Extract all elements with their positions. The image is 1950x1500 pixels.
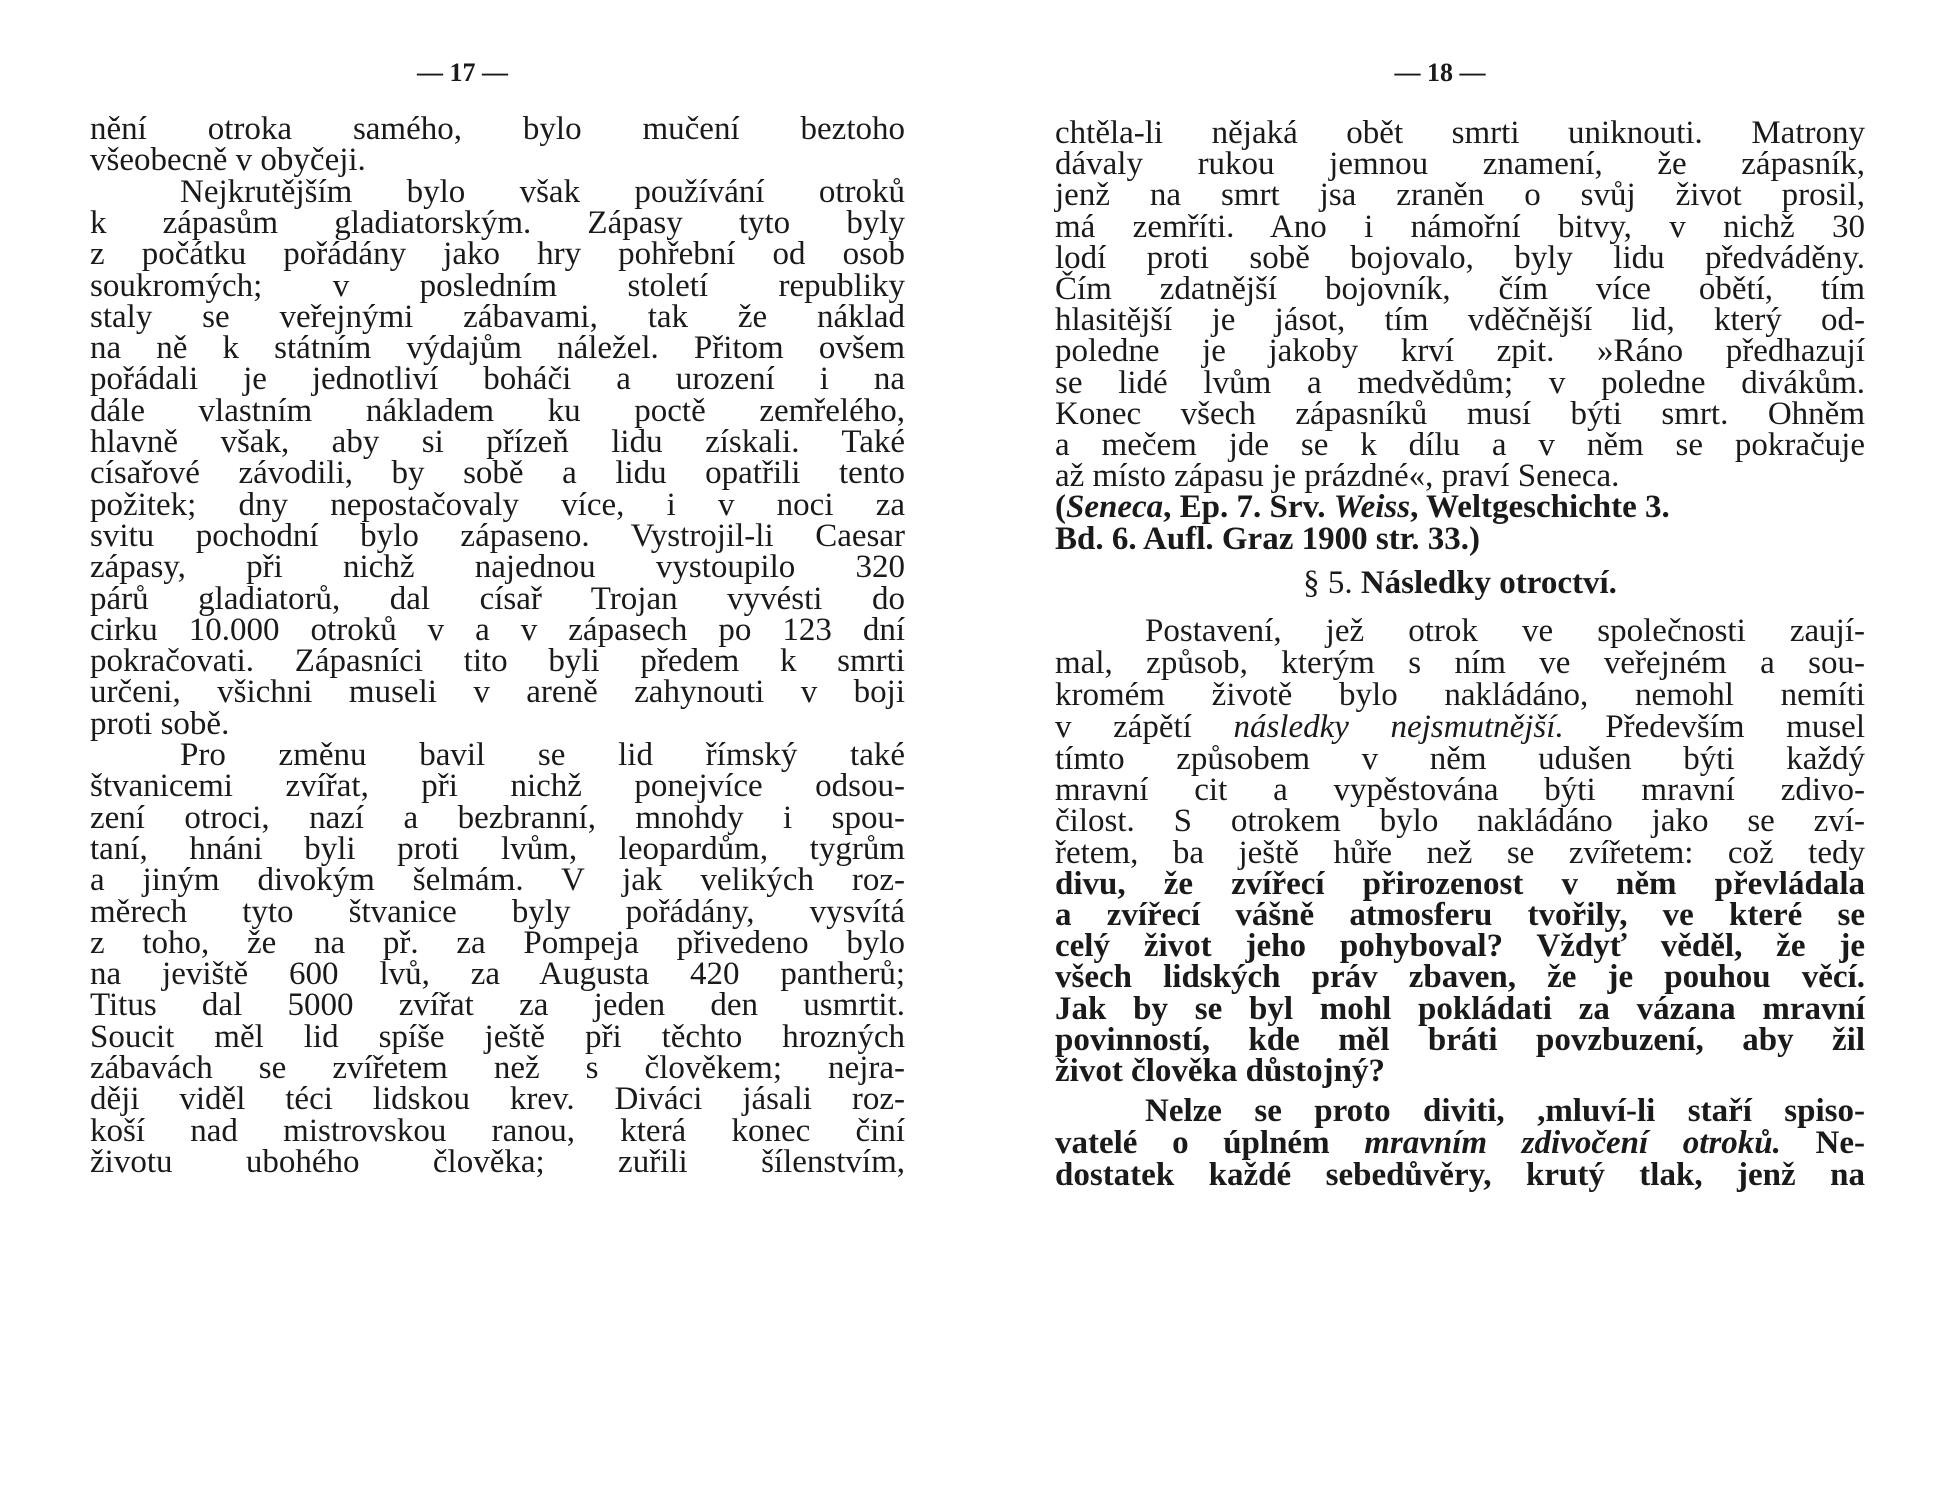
paragraph-line: Postavení, jež otrok ve společnosti zaují-: [1145, 613, 1865, 649]
text-line: svitu pochodní bylo zápaseno. Vystrojil-li Caesar: [90, 517, 905, 554]
paragraph-line: mal, způsob, kterým s ním ve veřejném a sou-: [1055, 645, 1865, 681]
text-line: všeobecně v obyčeji.: [90, 142, 366, 179]
text-line: koší nad mistrovskou ranou, která konec činí: [90, 1112, 905, 1149]
text-line: z počátku pořádány jako hry pohřební od osob: [90, 236, 905, 273]
text-line: k zápasům gladiatorským. Zápasy tyto byly: [90, 204, 905, 241]
text-line: má zemříti. Ano i námořní bitvy, v nichž 30: [1055, 208, 1865, 245]
text-line: lodí proti sobě bojovalo, byly lidu předváděny.: [1055, 239, 1865, 276]
text-line: poledne je jakoby krví zpit. »Ráno předhazují: [1055, 333, 1865, 370]
text-line: životu ubohého člověka; zuřili šílenstvím,: [90, 1143, 905, 1180]
page-number: — 17 —: [417, 58, 508, 87]
paragraph-line: kromém životě bylo nakládáno, nemohl nemíti: [1055, 677, 1865, 713]
text-line: staly se veřejnými zábavami, tak že náklad: [90, 298, 905, 335]
citation-author: Seneca: [1066, 489, 1164, 525]
text-line: celý život jeho pohyboval? Vždyť věděl, že je: [1055, 928, 1865, 965]
text-line: ději viděl téci lidskou krev. Diváci jásali roz-: [90, 1081, 905, 1118]
text-line: chtěla-li nějaká obět smrti uniknouti. Matrony: [1055, 115, 1865, 151]
text-line: pořádali je jednotliví boháči a urození i na: [90, 361, 905, 398]
text-line: a mečem jde se k dílu a v něm se pokračuje: [1055, 427, 1865, 463]
text-line: z toho, že na př. za Pompeja přivedeno bylo: [90, 924, 905, 961]
text-line: všech lidských práv zbaven, že je pouhou věcí.: [1055, 959, 1865, 996]
text-line: taní, hnáni byli proti lvům, leopardům, tygrům: [90, 830, 905, 867]
citation-line-2: Bd. 6. Aufl. Graz 1900 str. 33.): [1055, 521, 1481, 557]
paragraph-line: dostatek každé sebedůvěry, krutý tlak, jenž na: [1055, 1157, 1865, 1193]
text-line: Soucit měl lid spíše ještě při těchto hrozných: [90, 1018, 905, 1055]
text-line: až místo zápasu je prázdné«, praví Seneca.: [1055, 458, 1620, 495]
text-line: cirku 10.000 otroků v a v zápasech po 123 dní: [90, 611, 905, 648]
text-line: na jeviště 600 lvů, za Augusta 420 pantherů;: [90, 956, 905, 993]
paragraph-line: vatelé o úplném mravním zdivočení otroků. Ne-: [1055, 1125, 1866, 1161]
text-line: Čím zdatnější bojovník, čím více obětí, tím: [1055, 271, 1865, 307]
text-line: hlavně však, aby si přízeň lidu získali. Také: [90, 424, 905, 460]
citation-line-1: (Seneca, Ep. 7. Srv. Weiss, Weltgeschichte 3.: [1055, 489, 1670, 525]
text-line: určeni, všichni museli v areně zahynouti v boji: [90, 674, 905, 711]
text-line: na ně k státním výdajům náležel. Přitom ovšem: [90, 330, 905, 367]
text-line: a zvířecí vášně atmosferu tvořily, ve které se: [1055, 897, 1865, 933]
emphasis: mravním zdivočení otroků.: [1364, 1125, 1781, 1161]
text-line: a jiným divokým šelmám. V jak velikých roz-: [90, 862, 905, 899]
text-line: Nejkrutějším bylo však používání otroků: [180, 173, 905, 210]
section-number: § 5.: [1303, 565, 1353, 601]
text-line: se lidé lvům a medvědům; v poledne divákům.: [1055, 364, 1865, 401]
text-line: štvanicemi zvířat, při nichž ponejvíce odsou-: [90, 768, 905, 805]
text-line: řetem, ba ještě hůře než se zvířetem: což tedy: [1055, 834, 1865, 871]
paragraph-line: Nelze se proto diviti, ,mluví-li staří spiso-: [1145, 1093, 1865, 1129]
text-line: tímto způsobem v něm udušen býti každý: [1055, 741, 1865, 777]
text-line: párů gladiatorů, dal císař Trojan vyvésti do: [90, 580, 905, 617]
text-line: Konec všech zápasníků musí býti smrt. Ohněm: [1055, 395, 1865, 432]
text-line: hlasitější je jásot, tím vděčnější lid, který od-: [1055, 302, 1865, 339]
text-line: povinností, kde měl bráti povzbuzení, aby žil: [1055, 1021, 1865, 1058]
text-line: proti sobě.: [90, 705, 230, 742]
emphasis: následky nejsmutnější.: [1233, 709, 1564, 745]
text-line: čilost. S otrokem bylo nakládáno jako se zví-: [1055, 803, 1865, 840]
text-line: císařové závodili, by sobě a lidu opatřili tento: [90, 455, 905, 492]
text-line: mravní cit a vypěstována býti mravní zdivo-: [1055, 772, 1865, 809]
text-line: nění otroka samého, bylo mučení beztoho: [90, 111, 905, 147]
text-line: zábavách se zvířetem než s člověkem; nejra-: [90, 1050, 905, 1086]
text-line: Titus dal 5000 zvířat za jeden den usmrtit.: [90, 987, 905, 1024]
text-line: dávaly rukou jemnou znamení, že zápasník,: [1055, 146, 1865, 183]
text-line: měrech tyto štvanice byly pořádány, vysvítá: [90, 893, 905, 930]
text-line: zení otroci, nazí a bezbranní, mnohdy i spou-: [90, 799, 905, 836]
citation-author: Weiss: [1333, 489, 1411, 525]
text-line: zápasy, při nichž najednou vystoupilo 320: [90, 549, 905, 586]
text-line: soukromých; v posledním století republiky: [90, 267, 905, 304]
text-line: jenž na smrt jsa zraněn o svůj život prosil,: [1055, 177, 1865, 214]
page-number: — 18 —: [1394, 58, 1486, 87]
section-heading: [1055, 564, 1865, 602]
text-line: Pro změnu bavil se lid římský také: [180, 737, 905, 773]
text-line: požitek; dny nepostačovaly více, i v noci za: [90, 486, 905, 523]
text-line: život člověka důstojný?: [1055, 1053, 1385, 1089]
text-line: Jak by se byl mohl pokládati za vázana mravní: [1055, 990, 1865, 1027]
section-title: Následky otroctví.: [1360, 565, 1617, 601]
text-line: dále vlastním nákladem ku poctě zemřelého,: [90, 392, 905, 429]
paragraph-line: v zápětí následky nejsmutnější. Především musel: [1055, 709, 1865, 745]
text-line: divu, že zvířecí přirozenost v něm převládala: [1055, 865, 1865, 902]
text-line: pokračovati. Zápasníci tito byli předem k smrti: [90, 643, 905, 680]
